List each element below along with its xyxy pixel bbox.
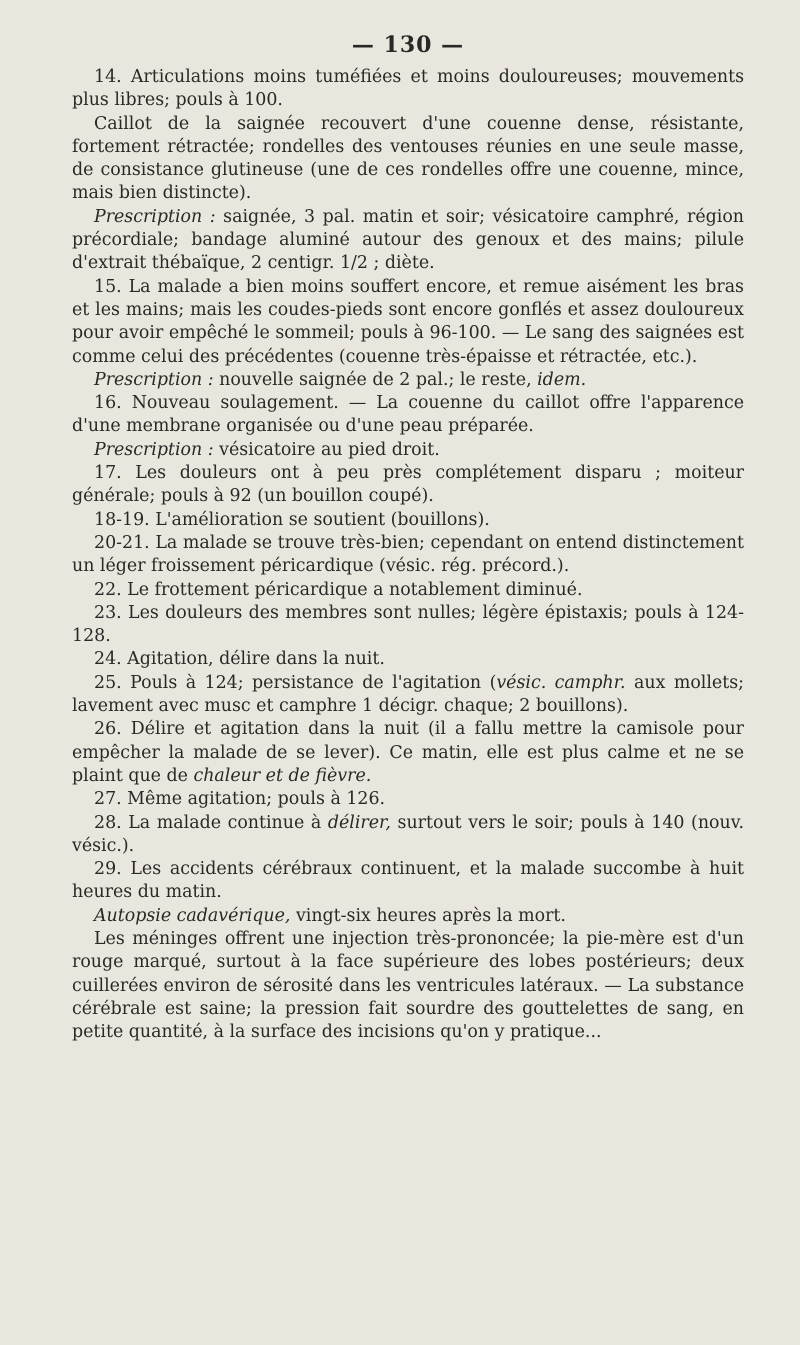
text-segment: 27. Même agitation; pouls à 126.: [94, 789, 386, 810]
text-segment: 16. Nouveau soulagement. — La couenne du caillot offre l'apparence d'une membrane organisée ou d'une peau préparée.: [72, 393, 744, 437]
text-segment: 17. Les douleurs ont à peu près complétement disparu ; moiteur générale; pouls à 92 (un bouillon coupé).: [72, 463, 744, 507]
text-segment: 28. La malade continue à: [94, 812, 328, 833]
italic-text: Prescription :: [94, 206, 216, 227]
paragraph: [72, 392, 744, 439]
text-segment: 15. La malade a bien moins souffert encore, et remue aisément les bras et les mains; mais les coudes-pieds sont encore gonflés et assez douloureux pour avoir empêché le sommeil; pouls à 96-100. — Le sang des saignées est comme celui des précédentes (couenne très-épaisse et rétractée, etc.).: [72, 276, 744, 367]
text-segment: vésicatoire au pied droit.: [213, 439, 440, 460]
paragraph: [72, 113, 744, 206]
italic-text: Prescription :: [94, 439, 214, 460]
text-segment: 18-19. L'amélioration se soutient (bouillons).: [94, 509, 490, 530]
paragraph: [72, 66, 744, 113]
page-number-header: — 130 —: [351, 32, 465, 58]
text-segment: nouvelle saignée de 2 pal.; le reste,: [213, 369, 538, 390]
text-segment: 29. Les accidents cérébraux continuent, et la malade succombe à huit heures du matin.: [72, 859, 744, 903]
text-segment: 14. Articulations moins tuméfiées et moins douloureuses; mouvements plus libres; pouls à 100.: [72, 67, 744, 111]
paragraph: [72, 928, 744, 1044]
text-segment: 23. Les douleurs des membres sont nulles; légère épistaxis; pouls à 124-128.: [72, 602, 744, 647]
text-segment: aux mollets; lavement avec musc et camphre 1 décigr. chaque; 2 bouillons).: [72, 672, 744, 717]
paragraph: [72, 439, 744, 462]
paragraph: [72, 602, 744, 649]
paragraph: [72, 206, 744, 276]
italic-text: vésic. camphr.: [496, 672, 626, 693]
paragraph: [72, 276, 744, 369]
paragraph: [72, 509, 744, 532]
paragraph: [72, 905, 744, 928]
text-segment: vingt-six heures après la mort.: [290, 905, 566, 926]
paragraph: [72, 812, 744, 859]
italic-text: délirer,: [327, 812, 391, 833]
paragraph: [72, 532, 744, 579]
text-segment: 26. Délire et agitation dans la nuit (il a fallu mettre la camisole pour empêcher la malade de se lever). Ce matin, elle est plus calme et ne se plaint que de: [72, 719, 744, 786]
paragraph: [72, 858, 744, 905]
paragraph: [72, 579, 744, 602]
paragraph: [72, 369, 744, 392]
text-segment: saignée, 3 pal. matin et soir; vésicatoire camphré, région précordiale; bandage aluminé autour des genoux et des mains; pilule d'extrait thébaïque, 2 centigr. 1/2 ; diète.: [72, 206, 744, 274]
paragraph: [72, 672, 744, 719]
paragraph: [72, 648, 744, 671]
italic-text: idem.: [537, 369, 587, 390]
text-segment: surtout vers le soir; pouls à 140 (nouv. vésic.).: [72, 812, 744, 856]
paragraph: [72, 462, 744, 509]
paragraph: [72, 718, 744, 788]
italic-text: chaleur et de fièvre.: [193, 765, 372, 786]
text-segment: Les méninges offrent une injection très-prononcée; la pie-mère est d'un rouge marqué, surtout à la face supérieure des lobes postérieurs; deux cuillerées environ de sérosité dans les ventricules latéraux. — La substance cérébrale est saine; la pression fait sourdre des gouttelettes de sang, en petite quantité, à la surface des incisions qu'on y pratique...: [72, 928, 744, 1043]
text-segment: 22. Le frottement péricardique a notablement diminué.: [94, 579, 583, 600]
text-segment: 25. Pouls à 124; persistance de l'agitation (: [94, 672, 497, 693]
text-segment: Caillot de la saignée recouvert d'une couenne dense, résistante, fortement rétractée; rondelles des ventouses réunies en une seule masse, de consistance glutineuse (une de ces rondelles offre une couenne, mince, mais bien distincte).: [72, 113, 744, 204]
paragraph: [72, 788, 744, 811]
text-segment: 20-21. La malade se trouve très-bien; cependant on entend distinctement un léger froissement péricardique (vésic. rég. précord.).: [72, 532, 744, 577]
italic-text: Prescription :: [94, 369, 214, 390]
text-segment: 24. Agitation, délire dans la nuit.: [94, 649, 385, 670]
body-text: [72, 66, 744, 1044]
italic-text: Autopsie cadavérique,: [94, 905, 291, 926]
